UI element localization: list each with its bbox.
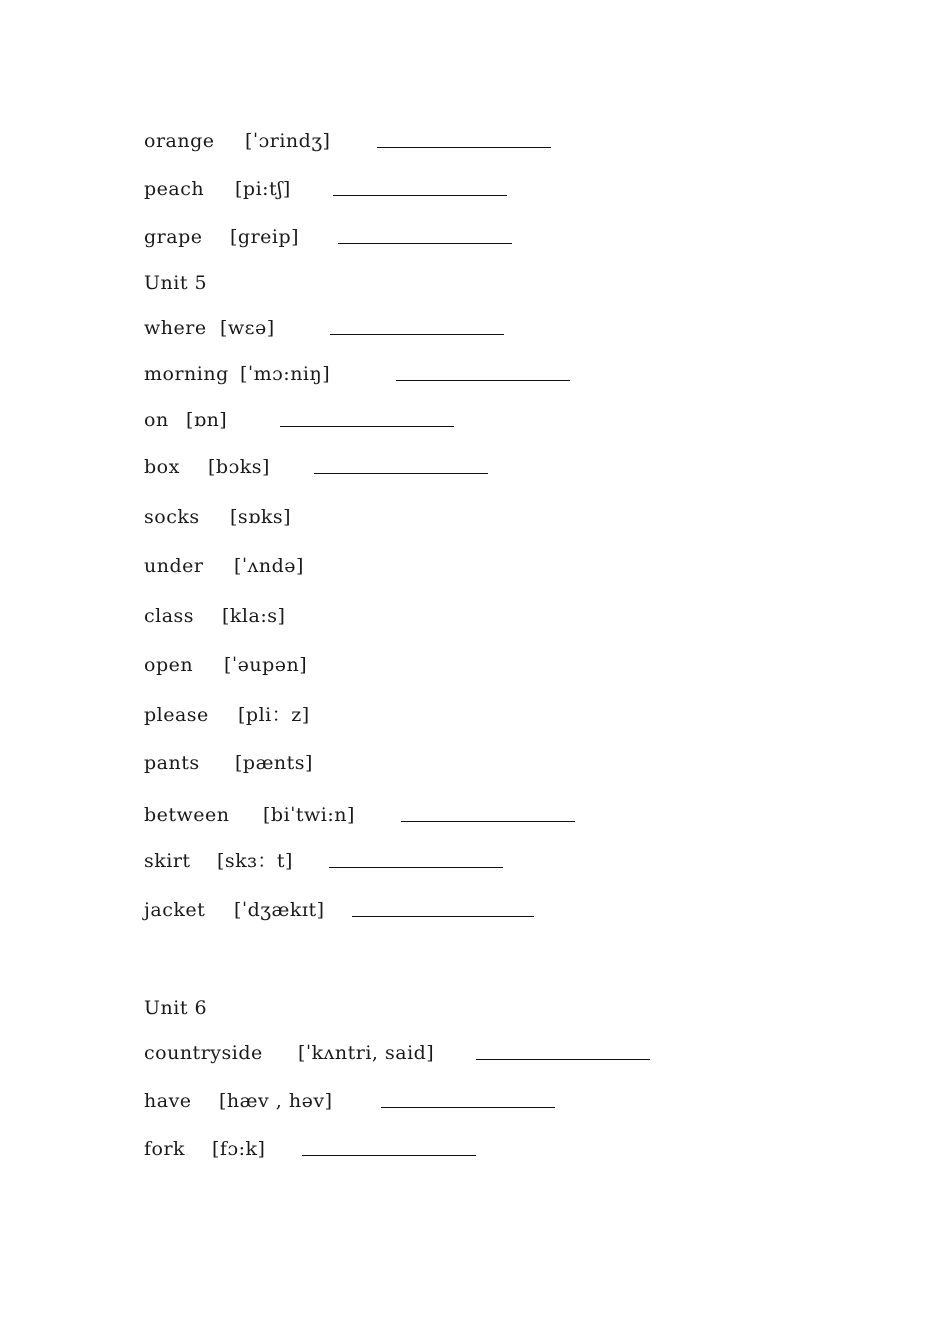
phonetic-transcription: [ɒn]	[186, 409, 228, 431]
vocab-word: under	[144, 555, 204, 577]
vocab-word: orange	[144, 130, 215, 152]
phonetic-transcription: [ˈəupən]	[224, 654, 308, 676]
phonetic-transcription: [pli：z]	[238, 704, 310, 726]
answer-blank-line[interactable]	[401, 821, 575, 822]
vocab-word: morning	[144, 363, 229, 385]
answer-blank-line[interactable]	[377, 147, 551, 148]
vocab-word: peach	[144, 178, 205, 200]
answer-blank-line[interactable]	[333, 195, 507, 196]
answer-blank-line[interactable]	[329, 867, 503, 868]
unit-heading-text: Unit 6	[144, 997, 208, 1019]
phonetic-transcription: [bɔks]	[208, 456, 270, 478]
vocab-word: class	[144, 605, 195, 627]
vocab-word: on	[144, 409, 169, 431]
vocab-word: socks	[144, 506, 200, 528]
vocab-word: countryside	[144, 1042, 263, 1064]
answer-blank-line[interactable]	[381, 1107, 555, 1108]
phonetic-transcription: [pænts]	[235, 752, 313, 774]
phonetic-transcription: [ˈʌndə]	[234, 555, 304, 577]
phonetic-transcription: [ˈmɔ:niŋ]	[240, 363, 331, 385]
phonetic-transcription: [hæv , həv]	[219, 1090, 333, 1112]
vocab-word: fork	[144, 1138, 186, 1160]
phonetic-transcription: [ˈɔrindʒ]	[245, 130, 331, 152]
phonetic-transcription: [pi:tʃ]	[235, 178, 291, 200]
answer-blank-line[interactable]	[314, 473, 488, 474]
vocab-word: box	[144, 456, 180, 478]
vocab-word: have	[144, 1090, 192, 1112]
phonetic-transcription: [ˈdʒækɪt]	[234, 899, 325, 921]
phonetic-transcription: [skɜ：t]	[217, 850, 293, 872]
vocab-word: pants	[144, 752, 200, 774]
phonetic-transcription: [ˈkʌntri, said]	[298, 1042, 435, 1064]
phonetic-transcription: [wεə]	[220, 317, 275, 339]
vocab-word: between	[144, 804, 230, 826]
phonetic-transcription: [greip]	[230, 226, 300, 248]
phonetic-transcription: [sɒks]	[230, 506, 292, 528]
answer-blank-line[interactable]	[330, 334, 504, 335]
vocab-word: open	[144, 654, 194, 676]
phonetic-transcription: [kla:s]	[222, 605, 286, 627]
vocab-word: jacket	[144, 899, 206, 921]
vocab-word: please	[144, 704, 209, 726]
unit-heading-text: Unit 5	[144, 272, 208, 294]
phonetic-transcription: [fɔ:k]	[212, 1138, 266, 1160]
answer-blank-line[interactable]	[338, 243, 512, 244]
answer-blank-line[interactable]	[396, 380, 570, 381]
answer-blank-line[interactable]	[302, 1155, 476, 1156]
vocab-word: grape	[144, 226, 203, 248]
answer-blank-line[interactable]	[280, 426, 454, 427]
answer-blank-line[interactable]	[352, 916, 534, 917]
answer-blank-line[interactable]	[476, 1059, 650, 1060]
phonetic-transcription: [biˈtwi:n]	[263, 804, 355, 826]
vocab-word: where	[144, 317, 207, 339]
vocab-word: skirt	[144, 850, 191, 872]
